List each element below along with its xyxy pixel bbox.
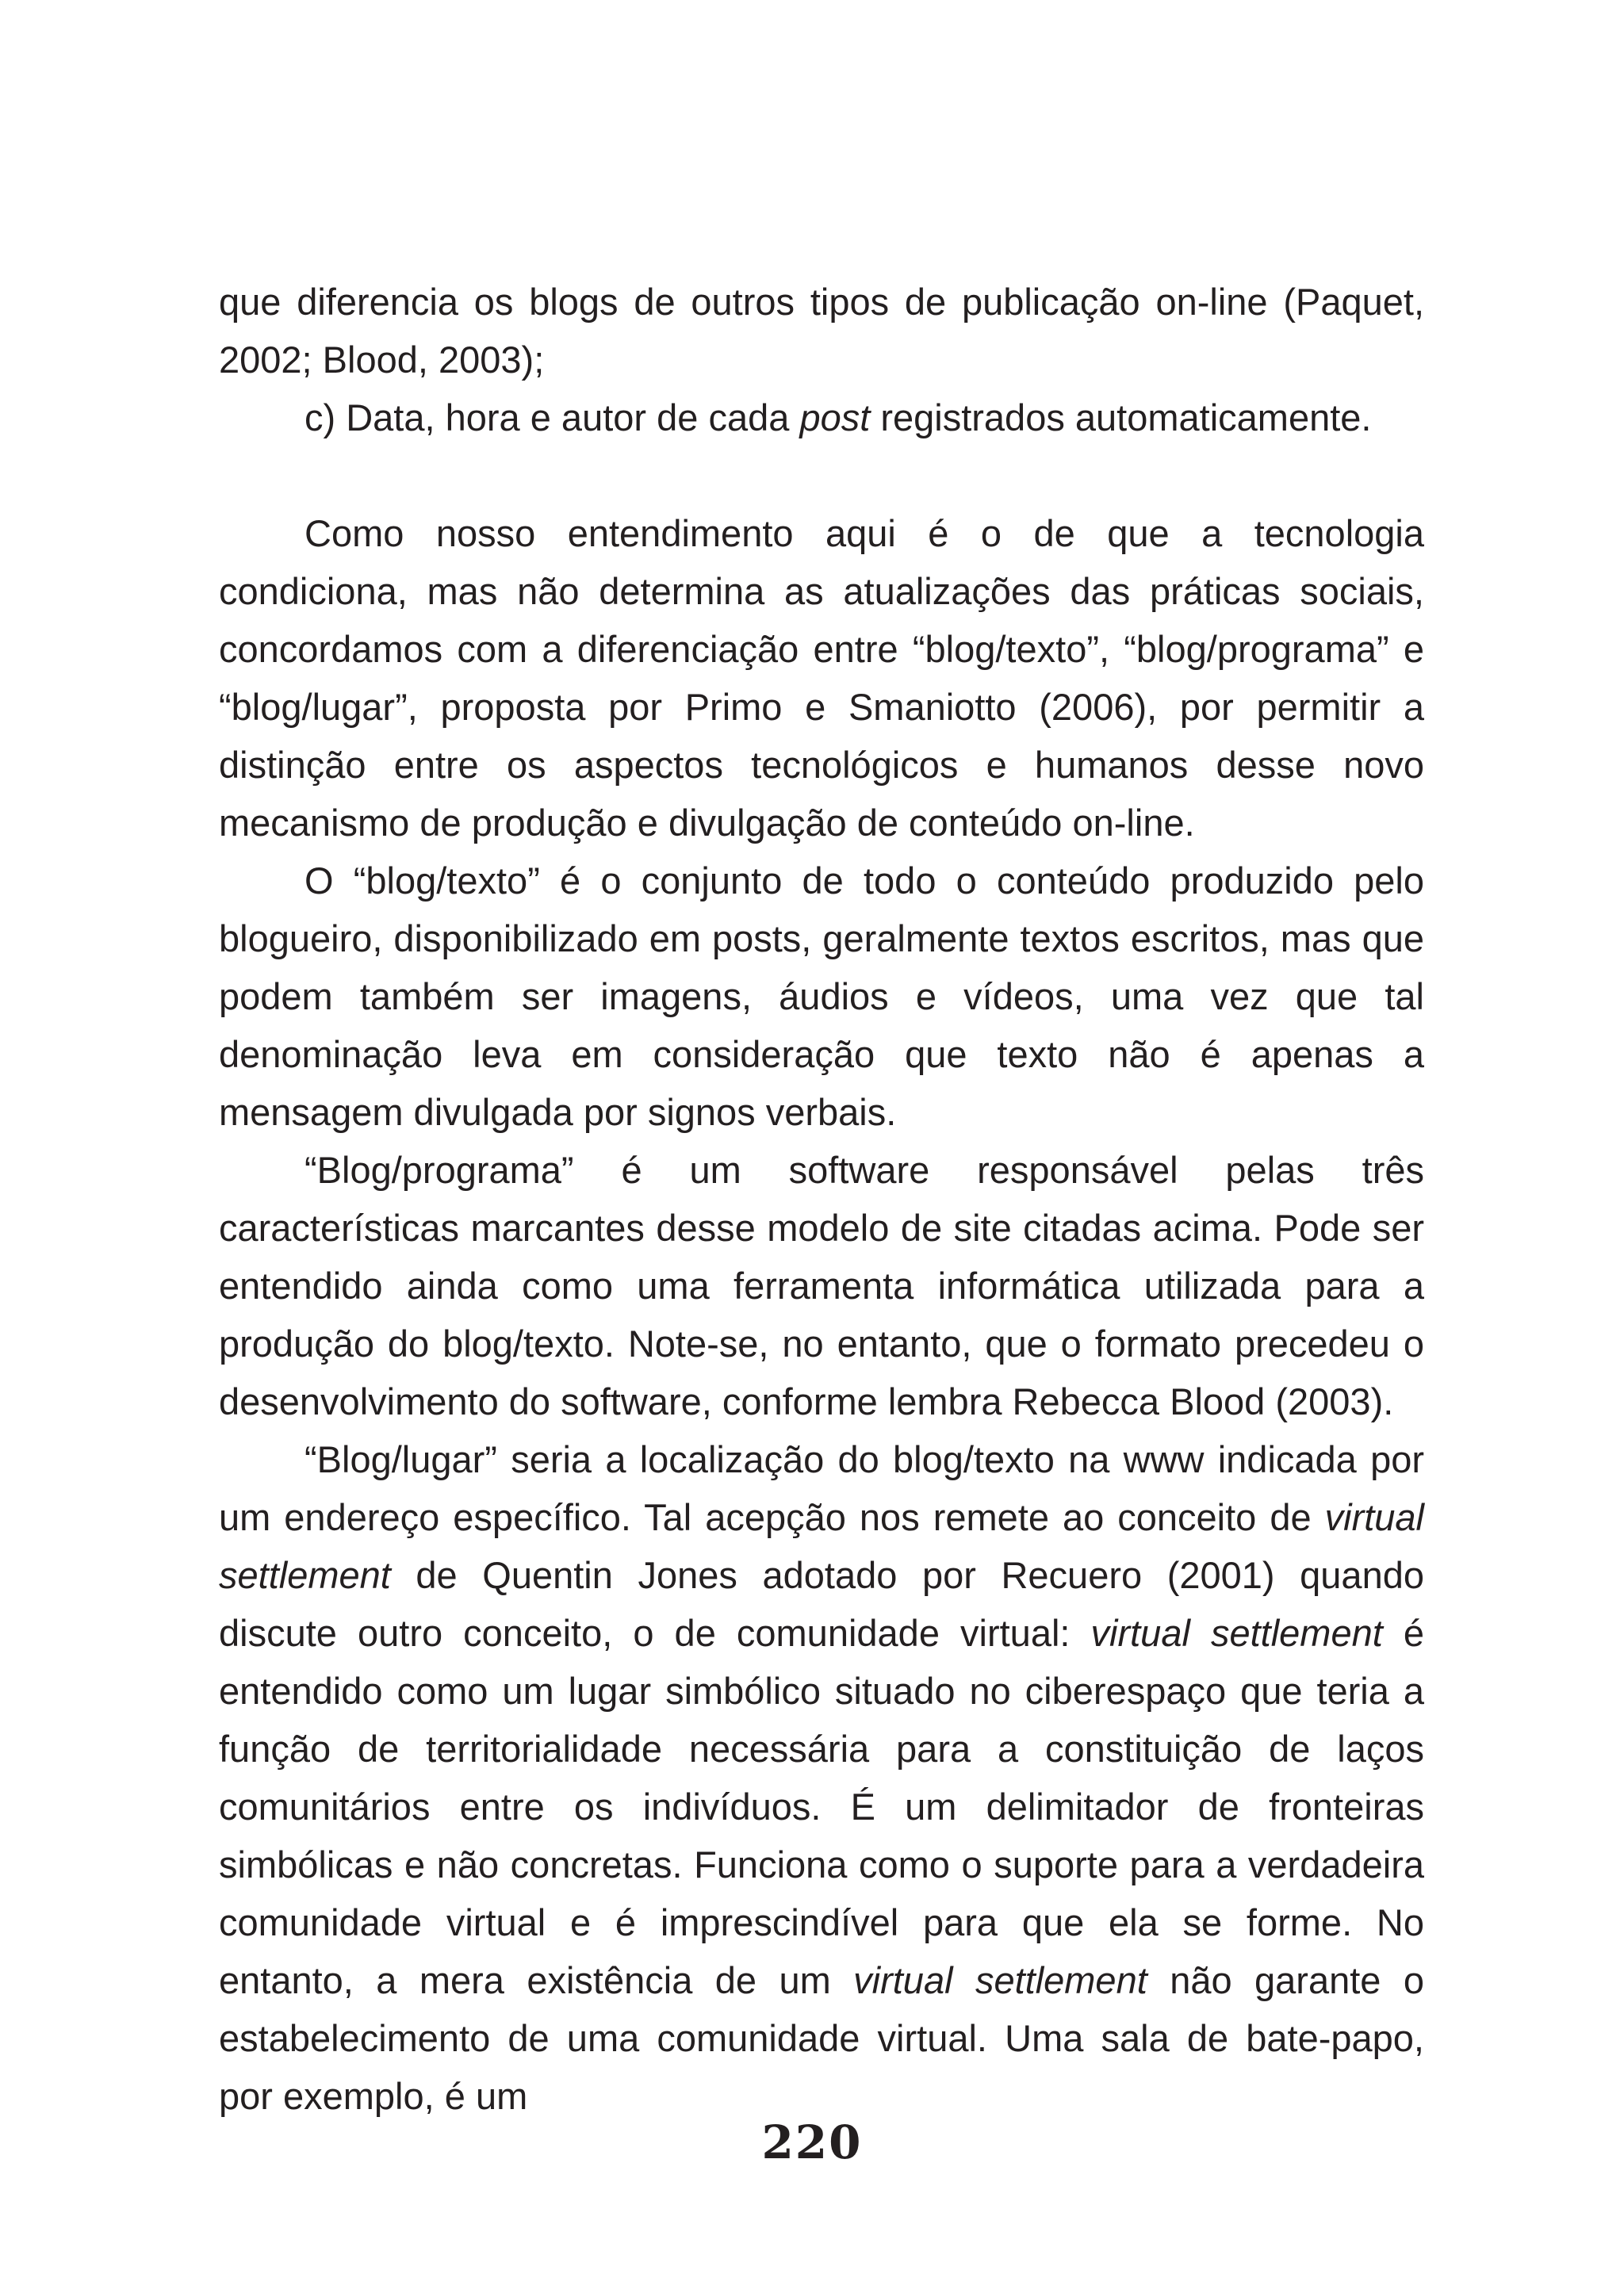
paragraph-spacer xyxy=(219,446,1424,504)
blog-lugar-text-2: de Quentin Jones adotado por Recuero (2001) quando discute outro conceito, o de comunidade virtual: xyxy=(219,1554,1424,1654)
blog-lugar-text-3: é entendido como um lugar simbólico situado no ciberespaço que teria a função de territorialidade necessária para a constituição de laços comunitários entre os indivíduos. É um delimitador de fronteiras simbólicas e não concretas. Funciona como o suporte para a verdadeira comunidade virtual e é imprescindível para que ela se forme. No entanto, a mera existência de um xyxy=(219,1612,1424,2001)
page-number: 220 xyxy=(761,2115,863,2169)
italic-term-virtual-settlement: virtual settlement xyxy=(219,1496,1424,1596)
paragraph-technology: Como nosso entendimento aqui é o de que a tecnologia condiciona, mas não determina as atualizações das práticas sociais, concordamos com a diferenciação entre “blog/texto”, “blog/programa” e “blog/lugar”, proposta por Primo e Smaniotto (2006), por permitir a distinção entre os aspectos tecnológicos e humanos desse novo mecanismo de produção e divulgação de conteúdo on-line. xyxy=(219,512,1424,844)
paragraph-blog-programa: “Blog/programa” é um software responsável pelas três características marcantes desse modelo de site citadas acima. Pode ser entendido ainda como uma ferramenta informática utilizada para a produção do blog/texto. Note-se, no entanto, que o formato precedeu o desenvolvimento do software, conforme lembra Rebecca Blood (2003). xyxy=(219,1149,1424,1422)
italic-term-virtual-settlement: virtual settlement xyxy=(1090,1612,1383,1654)
paragraph-blog-texto: O “blog/texto” é o conjunto de todo o conteúdo produzido pelo blogueiro, disponibilizado em posts, geralmente textos escritos, mas que podem também ser imagens, áudios e vídeos, uma vez que tal denominação leva em consideração que texto não é apenas a mensagem divulgada por signos verbais. xyxy=(219,859,1424,1133)
paragraph-blog-lugar xyxy=(219,1430,1424,2125)
paragraph-continuation: que diferencia os blogs de outros tipos de publicação on-line (Paquet, 2002; Blood, 2003); xyxy=(219,281,1424,381)
list-item-c-text-end: registrados automaticamente. xyxy=(870,396,1372,438)
blog-lugar-text-4: não garante o estabelecimento de uma comunidade virtual. Uma sala de bate-papo, por exemplo, é um xyxy=(219,1959,1424,2117)
list-item-c xyxy=(219,389,1424,446)
blog-lugar-text-1: “Blog/lugar” seria a localização do blog/texto na www indicada por um endereço específico. Tal acepção nos remete ao conceito de xyxy=(219,1438,1424,1538)
list-item-c-text: c) Data, hora e autor de cada xyxy=(304,396,800,438)
body-text xyxy=(219,273,1424,2125)
italic-term-virtual-settlement: virtual settlement xyxy=(853,1959,1147,2001)
italic-term-post: post xyxy=(799,396,871,438)
